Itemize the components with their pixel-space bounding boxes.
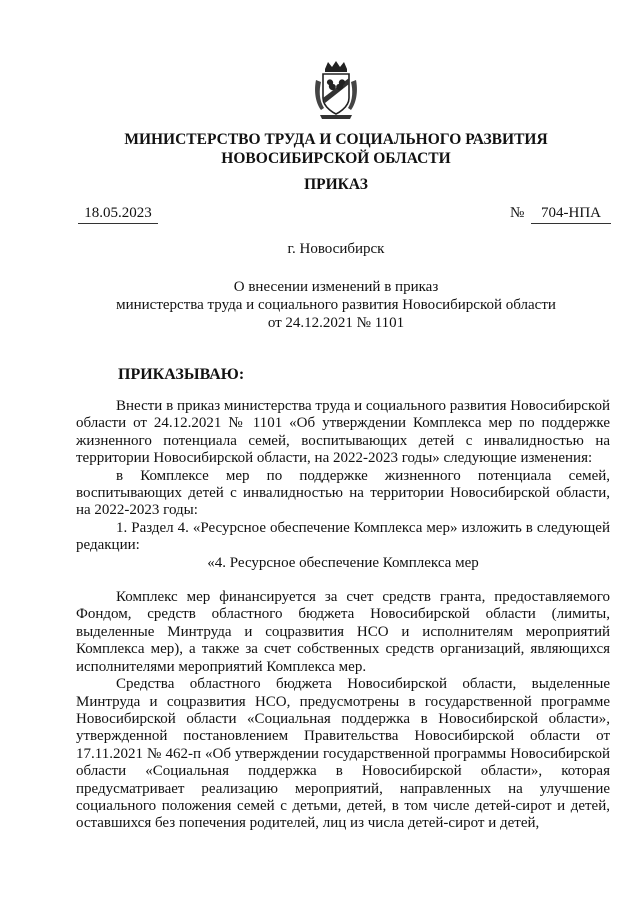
section-heading: «4. Ресурсное обеспечение Комплекса мер [207, 554, 479, 571]
ministry-name-line1: МИНИСТЕРСТВО ТРУДА И СОЦИАЛЬНОГО РАЗВИТИЯ [124, 131, 548, 148]
ministry-name [60, 130, 612, 168]
document-subject [60, 278, 612, 332]
subject-line3: от 24.12.2021 № 1101 [267, 315, 405, 331]
subject-line2: министерства труда и социального развития Новосибирской области [116, 297, 556, 313]
paragraph: 1. Раздел 4. «Ресурсное обеспечение Комплекса мер» изложить в следующей редакции: [76, 519, 610, 554]
paragraph: Комплекс мер финансируется за счет средств гранта, предоставляемого Фондом, средств областного бюджета Новосибирской области (лимиты, выделенные Минтруда и соцразвития НСО и исполнителям мероприятий Комплекса мер), а также за счет собственных средств организаций, являющихся исполнителями мероприятий Комплекса мер. [76, 589, 610, 675]
paragraph: в Комплексе мер по поддержке жизненного потенциала семей, воспитывающих детей с инвалидностью на территории Новосибирской области, на 2022-2023 годы: [76, 467, 610, 519]
ministry-name-line2: НОВОСИБИРСКОЙ ОБЛАСТИ [221, 150, 451, 167]
order-word: ПРИКАЗЫВАЮ: [118, 366, 245, 383]
paragraph: Внести в приказ министерства труда и социального развития Новосибирской области от 24.12.2021 № 1101 «Об утверждении Комплекса мер по поддержке жизненного потенциала семей, воспитывающих детей с инвалидностью на территории Новосибирской области, на 2022-2023 годы» следующие изменения: [76, 398, 610, 467]
document-body [76, 398, 610, 833]
novosibirsk-coat-of-arms-icon [313, 60, 359, 120]
number-sign: № [510, 205, 525, 221]
city: г. Новосибирск [287, 241, 385, 257]
subject-line1: О внесении изменений в приказ [233, 279, 439, 295]
document-number: 704-НПА [531, 205, 611, 224]
document-type: ПРИКАЗ [304, 176, 368, 193]
paragraph: Средства областного бюджета Новосибирской области, выделенные Минтруда и соцразвития НСО, предусмотрены в государственной программе Новосибирской области «Социальная поддержка в Новосибирской области», утвержденной постановлением Правительства Новосибирской области от 17.11.2021 № 462-п «Об утверждении государственной программы Новосибирской области «Социальная поддержка в Новосибирской области», которая предусматривает реализацию мероприятий, направленных на улучшение социального положения семей с детьми, детей, в том числе детей-сирот и детей, оставшихся без попечения родителей, лиц из числа детей-сирот и детей, [76, 676, 610, 832]
document-date: 18.05.2023 [78, 205, 158, 224]
